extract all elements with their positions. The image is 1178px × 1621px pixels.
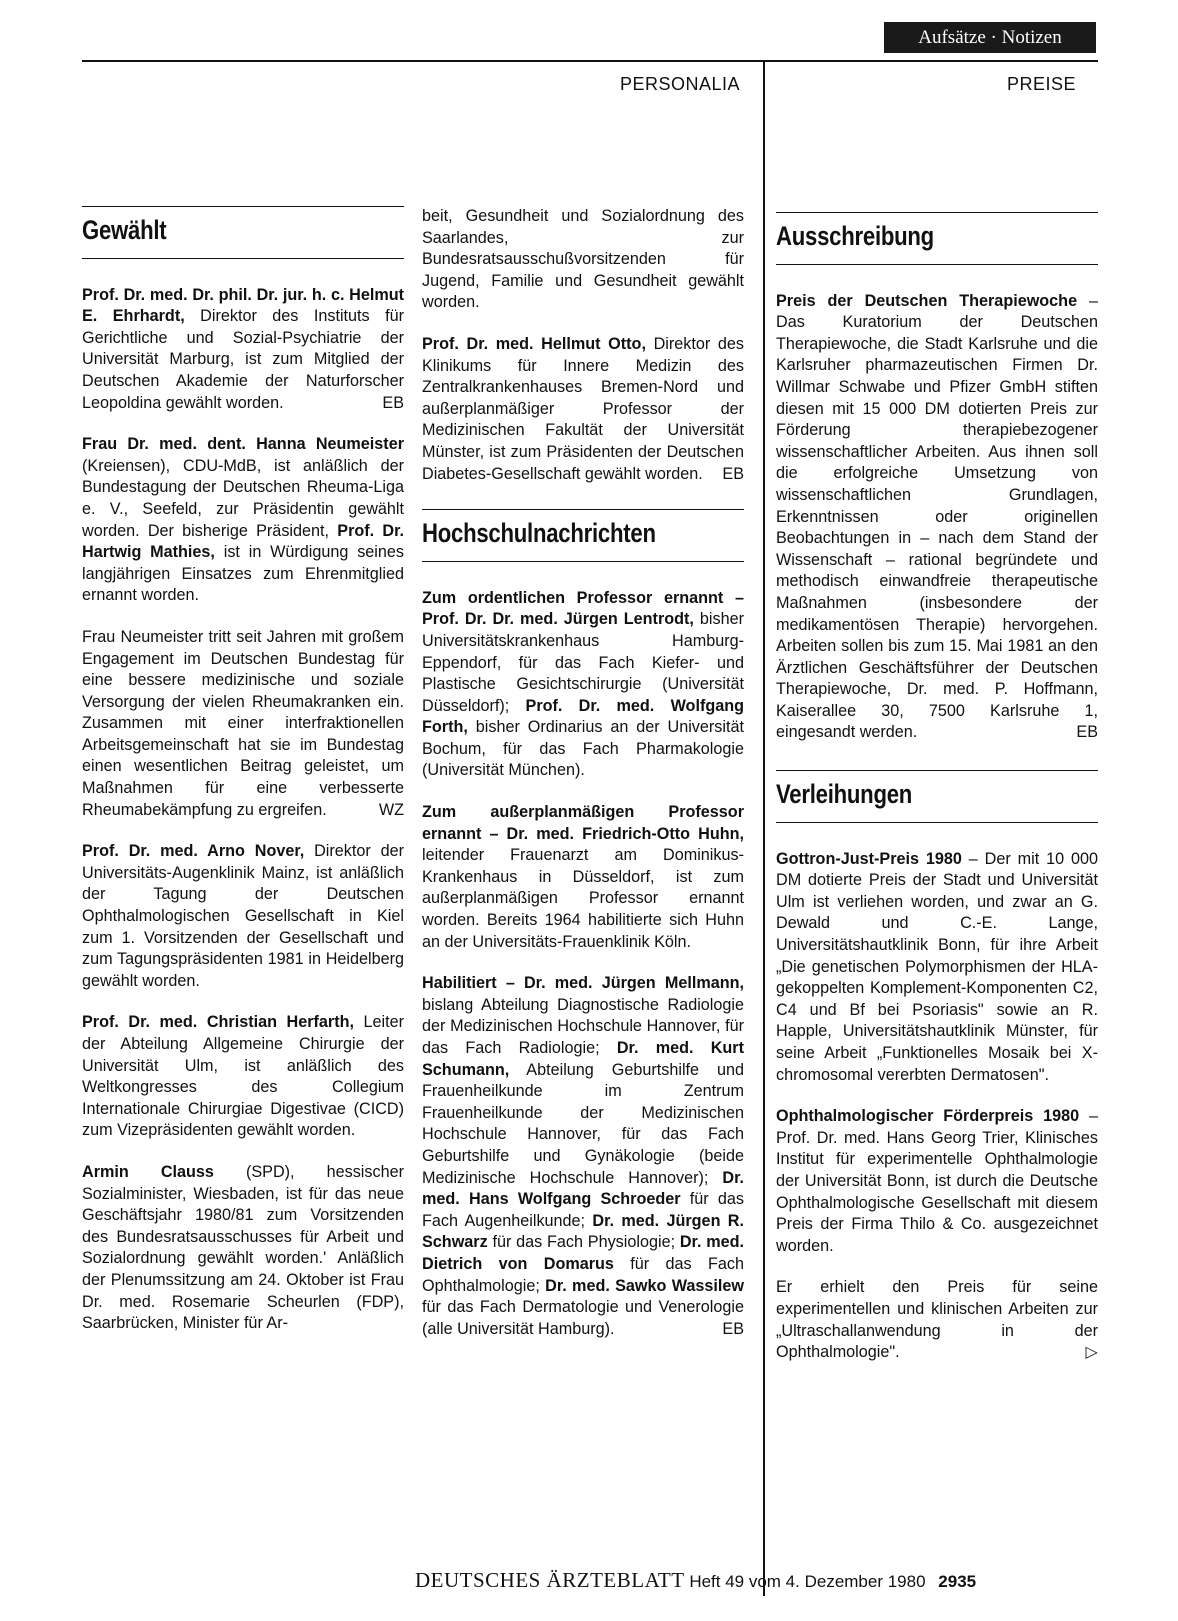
article-trier-cont: Er erhielt den Preis für seine experimentellen und klinischen Arbeiten zur „Ultraschallanwendung in der Ophthalmologie". ▷ — [776, 1277, 1098, 1363]
page-footer — [415, 1568, 976, 1593]
header-rule — [82, 60, 1098, 62]
section-label-personalia: PERSONALIA — [620, 74, 741, 94]
section-label-preise: PREISE — [1007, 74, 1077, 94]
article-neumeister: Frau Dr. med. dent. Hanna Neumeister (Kreiensen), CDU-MdB, ist anläßlich der Bundestagung der Deutschen Rheuma-Liga e. V., Seefeld, zur Präsidentin gewählt worden. Der bisherige Präsident, Prof. Dr. Hartwig Mathies, ist in Würdigung seines langjährigen Einsatzes zum Ehrenmitglied ernannt worden. — [82, 435, 404, 605]
page-number: 2935 — [938, 1572, 977, 1591]
heading-gewaehlt: Gewählt — [82, 206, 404, 259]
heading-ausschreibung: Ausschreibung — [776, 212, 1098, 265]
article-herfarth: Prof. Dr. med. Christian Herfarth, Leiter der Abteilung Allgemeine Chirurgie der Universität Ulm, ist anläßlich des Weltkongresses des Collegium Internationale Chirurgiae Digestivae (CICD) zum Vizepräsidenten gewählt worden. — [82, 1013, 404, 1140]
column-3 — [776, 212, 1098, 1384]
article-clauss: Armin Clauss (SPD), hessischer Sozialminister, Wiesbaden, ist für das neue Geschäftsjahr 1980/81 zum Vorsitzenden des Bundesratsausschusses für Arbeit und Sozialordnung gewählt worden.' Anläßlich der Plenumssitzung am 24. Oktober ist Frau Dr. med. Rosemarie Scheurlen (FDP), Saarbrücken, Minister für Ar- — [82, 1162, 404, 1333]
article-foerderpreis: Ophthalmologischer Förderpreis 1980 – Prof. Dr. med. Hans Georg Trier, Klinisches Institut für experimentelle Ophthalmologie der Universität Bonn, ist durch die Deutsche Ophthalmologische Gesellschaft mit diesem Preis der Firma Thilo & Co. ausgezeichnet worden. — [776, 1107, 1098, 1255]
article-huhn: Zum außerplanmäßigen Professor ernannt – Dr. med. Friedrich-Otto Huhn, leitender Frauenarzt am Dominikus-Krankenhaus in Düsseldorf, ist zum außerplanmäßigen Professor ernannt worden. Bereits 1964 habilitierte sich Huhn an der Universitäts-Frauenklinik Köln. — [422, 803, 744, 951]
section-badge: Aufsätze · Notizen — [884, 22, 1096, 53]
article-therapiewoche: Preis der Deutschen Therapiewoche – Das Kuratorium der Deutschen Therapiewoche, die Stadt Karlsruhe und die Karlsruher pharmazeutischen Firmen Dr. Willmar Schwabe und Pfizer GmbH stiften diesen mit 15 000 DM dotierten Preis zur Förderung therapiebezogener wissenschaftlicher Arbeiten. Aus ihnen soll die erfolgreiche Umsetzung von wissenschaftlichen Grundlagen, Erkenntnissen oder originellen Beobachtungen in – nach dem Stand der Wissenschaft – rational begründete und methodisch einwandfreie therapeutische Maßnahmen (insbesondere der medikamentösen Therapie) hervorgehen. Arbeiten sollen bis zum 15. Mai 1981 an den Ärztlichen Geschäftsführer der Deutschen Therapiewoche, Dr. med. P. Hoffmann, Kaiserallee 30, 7500 Karlsruhe 1, eingesandt werden. EB — [776, 291, 1098, 742]
column-2 — [422, 206, 744, 1360]
article-clauss-cont: beit, Gesundheit und Sozialordnung des Saarlandes, zur Bundesratsausschußvorsitzenden für Jugend, Familie und Gesundheit gewählt worden. — [422, 207, 744, 312]
journal-name: DEUTSCHES ÄRZTEBLATT — [415, 1568, 685, 1592]
continue-arrow-icon: ▷ — [1085, 1343, 1098, 1362]
article-neumeister-cont: Frau Neumeister tritt seit Jahren mit großem Engagement im Deutschen Bundestag für eine bessere medizinische und soziale Versorgung der vielen Rheumakranken ein. Zusammen mit einer interfraktionellen Arbeitsgemeinschaft hat sie im Bundestag einen wesentlichen Beitrag geleistet, um Maßnahmen für eine verbesserte Rheumabekämpfung zu ergreifen. WZ — [82, 627, 404, 819]
article-habilitiert: Habilitiert – Dr. med. Jürgen Mellmann, bislang Abteilung Diagnostische Radiologie der Medizinischen Hochschule Hannover, für das Fach Radiologie; Dr. med. Kurt Schumann, Abteilung Geburtshilfe und Frauenheilkunde im Zentrum Frauenheilkunde der Medizinischen Hochschule Hannover, für das Fach Geburtshilfe und Gynäkologie (beide Medizinische Hochschule Hannover); Dr. med. Hans Wolfgang Schroeder für das Fach Augenheilkunde; Dr. med. Jürgen R. Schwarz für das Fach Physiologie; Dr. med. Dietrich von Domarus für das Fach Ophthalmologie; Dr. med. Sawko Wassilew für das Fach Dermatologie und Venerologie (alle Universität Hamburg). EB — [422, 974, 744, 1338]
column-1 — [82, 206, 404, 1355]
article-otto: Prof. Dr. med. Hellmut Otto, Direktor des Klinikums für Innere Medizin des Zentralkrankenhauses Bremen-Nord und außerplanmäßiger Professor der Medizinischen Fakultät der Universität Münster, ist zum Präsidenten der Deutschen Diabetes-Gesellschaft gewählt worden. EB — [422, 334, 744, 483]
issue-info: Heft 49 vom 4. Dezember 1980 — [689, 1572, 926, 1591]
article-nover: Prof. Dr. med. Arno Nover, Direktor der Universitäts-Augenklinik Mainz, ist anläßlich der Tagung der Deutschen Ophthalmologischen Gesellschaft in Kiel zum 1. Vorsitzenden der Gesellschaft und zum Tagungspräsidenten 1981 in Heidelberg gewählt worden. — [82, 842, 405, 990]
article-ehrhardt: Prof. Dr. med. Dr. phil. Dr. jur. h. c. Helmut E. Ehrhardt, Direktor des Instituts für Gerichtliche und Sozial-Psychiatrie der Universität Marburg, ist zum Mitglied der Deutschen Akademie der Naturforscher Leopoldina gewählt worden. EB — [82, 285, 404, 412]
article-lentrodt: Zum ordentlichen Professor ernannt – Prof. Dr. Dr. med. Jürgen Lentrodt, bisher Universitätskrankenhaus Hamburg-Eppendorf, für das Fach Kiefer- und Plastische Gesichtschirurgie (Universität Düsseldorf); Prof. Dr. med. Wolfgang Forth, bisher Ordinarius an der Universität Bochum, für das Fach Pharmakologie (Universität München). — [422, 588, 744, 780]
heading-hochschulnachrichten: Hochschulnachrichten — [422, 509, 744, 562]
article-gottron-just: Gottron-Just-Preis 1980 – Der mit 10 000 DM dotierte Preis der Stadt und Universität Ulm ist verliehen worden, und zwar an G. Dewald und C.-E. Lange, Universitätshautklinik Bonn, für ihre Arbeit „Die genetischen Polymorphismen der HLA-gekoppelten Komplement-Komponenten C2, C4 und Bf bei Psoriasis" sowie an R. Happle, Universitätshautklinik Münster, für seine Arbeit „Funktionelles Mosaik bei X-chromosomal vererbten Dermatosen". — [776, 849, 1098, 1084]
column-divider — [763, 60, 765, 1596]
heading-verleihungen: Verleihungen — [776, 770, 1098, 823]
